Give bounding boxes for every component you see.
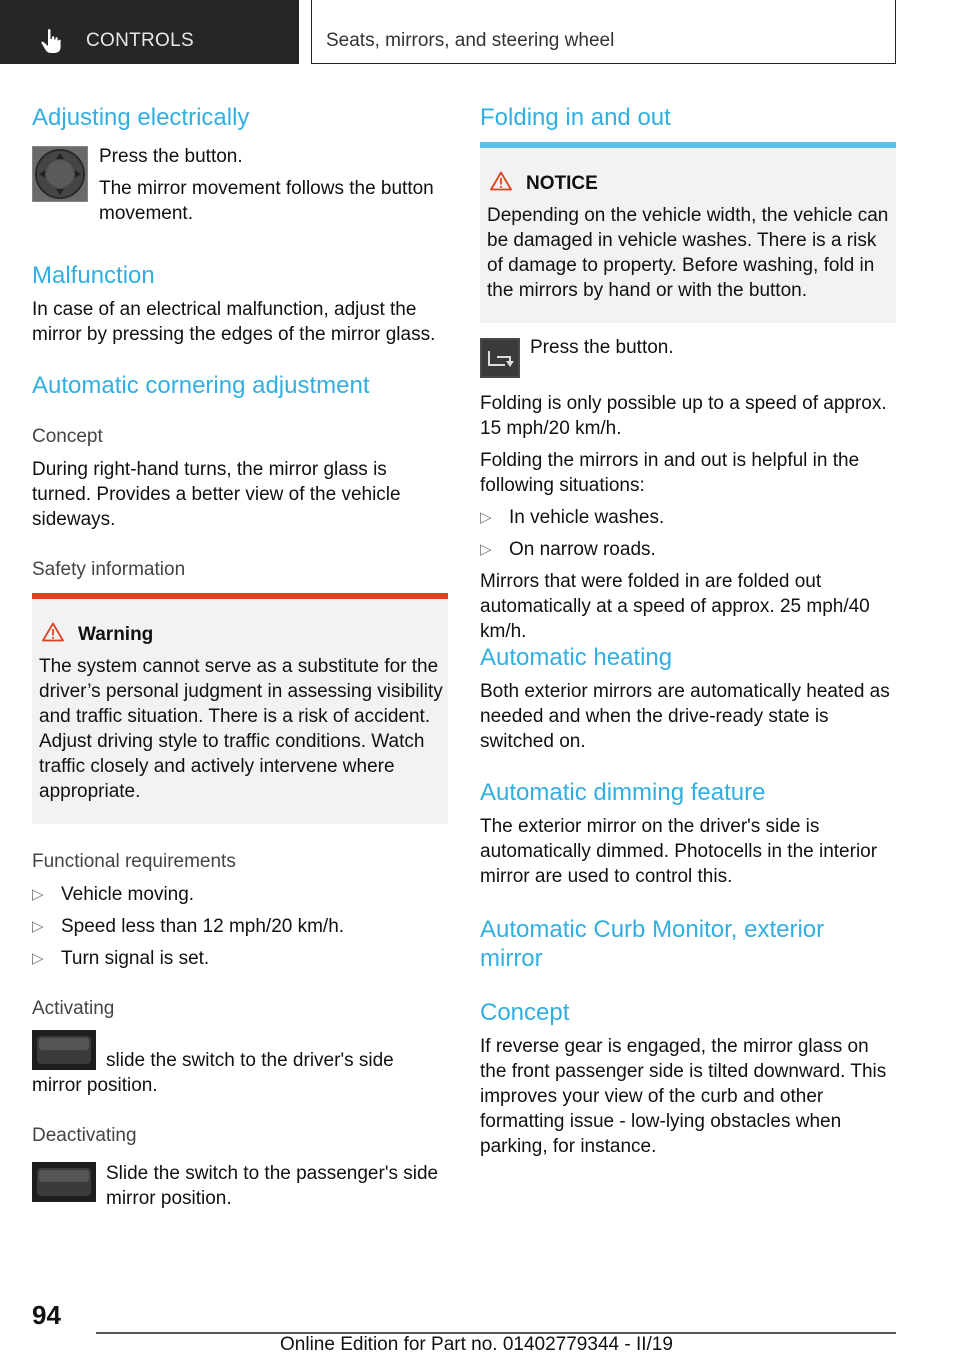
bullet-triangle-icon: ▷ [32, 950, 44, 967]
adjusting-heading: Adjusting electrically [32, 104, 250, 131]
page-number: 94 [32, 1300, 61, 1330]
adjusting-description: The mirror movement follows the button movement. [99, 178, 434, 224]
header-chapter [311, 0, 896, 64]
deactivating-text: Slide the switch to the passenger's side mirror position. [106, 1163, 439, 1209]
folding-situations-text: Folding the mirrors in and out is helpful in the following situations: [480, 450, 860, 496]
edition-text: Online Edition for Part no. 01402779344 - II/19 [280, 1334, 673, 1355]
concept-heading: Concept [32, 426, 103, 447]
folding-heading: Folding in and out [480, 104, 671, 131]
activating-text: slide the switch to the driver's side mirror position. [32, 1050, 394, 1096]
section-label: CONTROLS [86, 30, 194, 51]
mirror-adjust-button-icon [32, 146, 88, 202]
fold-out-text: Mirrors that were folded in are folded out automatically at a speed of approx. 25 mph/40 km/h. [480, 571, 870, 642]
notice-bar [480, 142, 896, 148]
curb-concept-text: If reverse gear is engaged, the mirror glass on the front passenger side is tilted downward. This improves your view of the curb and other formatting issue - low-lying obstacles when parking, for instance. [480, 1036, 887, 1157]
notice-heading: NOTICE [526, 173, 598, 194]
notice-text: Depending on the vehicle width, the vehicle can be damaged in vehicle washes. There is a risk of damage to property. Before washing, fold in the mirrors by hand or with the button. [487, 205, 889, 301]
adjusting-step: Press the button. [99, 146, 243, 167]
curb-monitor-heading: Automatic Curb Monitor, exterior [480, 916, 825, 943]
activating-heading: Activating [32, 998, 115, 1019]
hand-pointer-icon [40, 28, 62, 54]
curb-monitor-heading-line2: mirror [480, 945, 543, 972]
functional-heading: Functional requirements [32, 851, 236, 872]
warning-triangle-icon [490, 171, 512, 191]
malfunction-text: In case of an electrical malfunction, adjust the mirror by pressing the edges of the mirror glass. [32, 299, 436, 345]
warning-box [32, 593, 448, 824]
deactivating-heading: Deactivating [32, 1125, 137, 1146]
bullet-triangle-icon: ▷ [32, 918, 44, 935]
warning-triangle-icon [42, 622, 64, 642]
warning-heading: Warning [78, 624, 154, 645]
switch-icon [32, 1162, 96, 1202]
dimming-heading: Automatic dimming feature [480, 779, 766, 806]
bullet-triangle-icon: ▷ [480, 541, 492, 558]
header-section-tab [0, 0, 299, 64]
warning-bar [32, 593, 448, 599]
warning-text: The system cannot serve as a substitute for the driver’s personal judgment in assessing visibility and traffic situation. There is a risk of accident. Adjust driving style to traffic conditions. Watch traffic closely and actively intervene where appropriate. [39, 656, 443, 802]
heating-text: Both exterior mirrors are automatically heated as needed and when the drive-ready state is switched on. [480, 681, 890, 752]
chapter-title: Seats, mirrors, and steering wheel [326, 30, 615, 51]
concept-text: During right-hand turns, the mirror glass is turned. Provides a better view of the vehicle sideways. [32, 459, 401, 530]
curb-concept-heading: Concept [480, 999, 570, 1026]
bullet-triangle-icon: ▷ [32, 886, 44, 903]
heating-heading: Automatic heating [480, 644, 673, 671]
notice-box [480, 142, 896, 323]
mirror-fold-button-icon [480, 338, 520, 378]
bullet-triangle-icon: ▷ [480, 509, 492, 526]
cornering-heading: Automatic cornering adjustment [32, 372, 370, 399]
press-button-text: Press the button. [530, 337, 674, 358]
malfunction-heading: Malfunction [32, 262, 155, 289]
folding-speed-text: Folding is only possible up to a speed of approx. 15 mph/20 km/h. [480, 393, 887, 439]
dimming-text: The exterior mirror on the driver's side is automatically dimmed. Photocells in the interior mirror are used to control this. [480, 816, 878, 887]
safety-heading: Safety information [32, 559, 186, 580]
